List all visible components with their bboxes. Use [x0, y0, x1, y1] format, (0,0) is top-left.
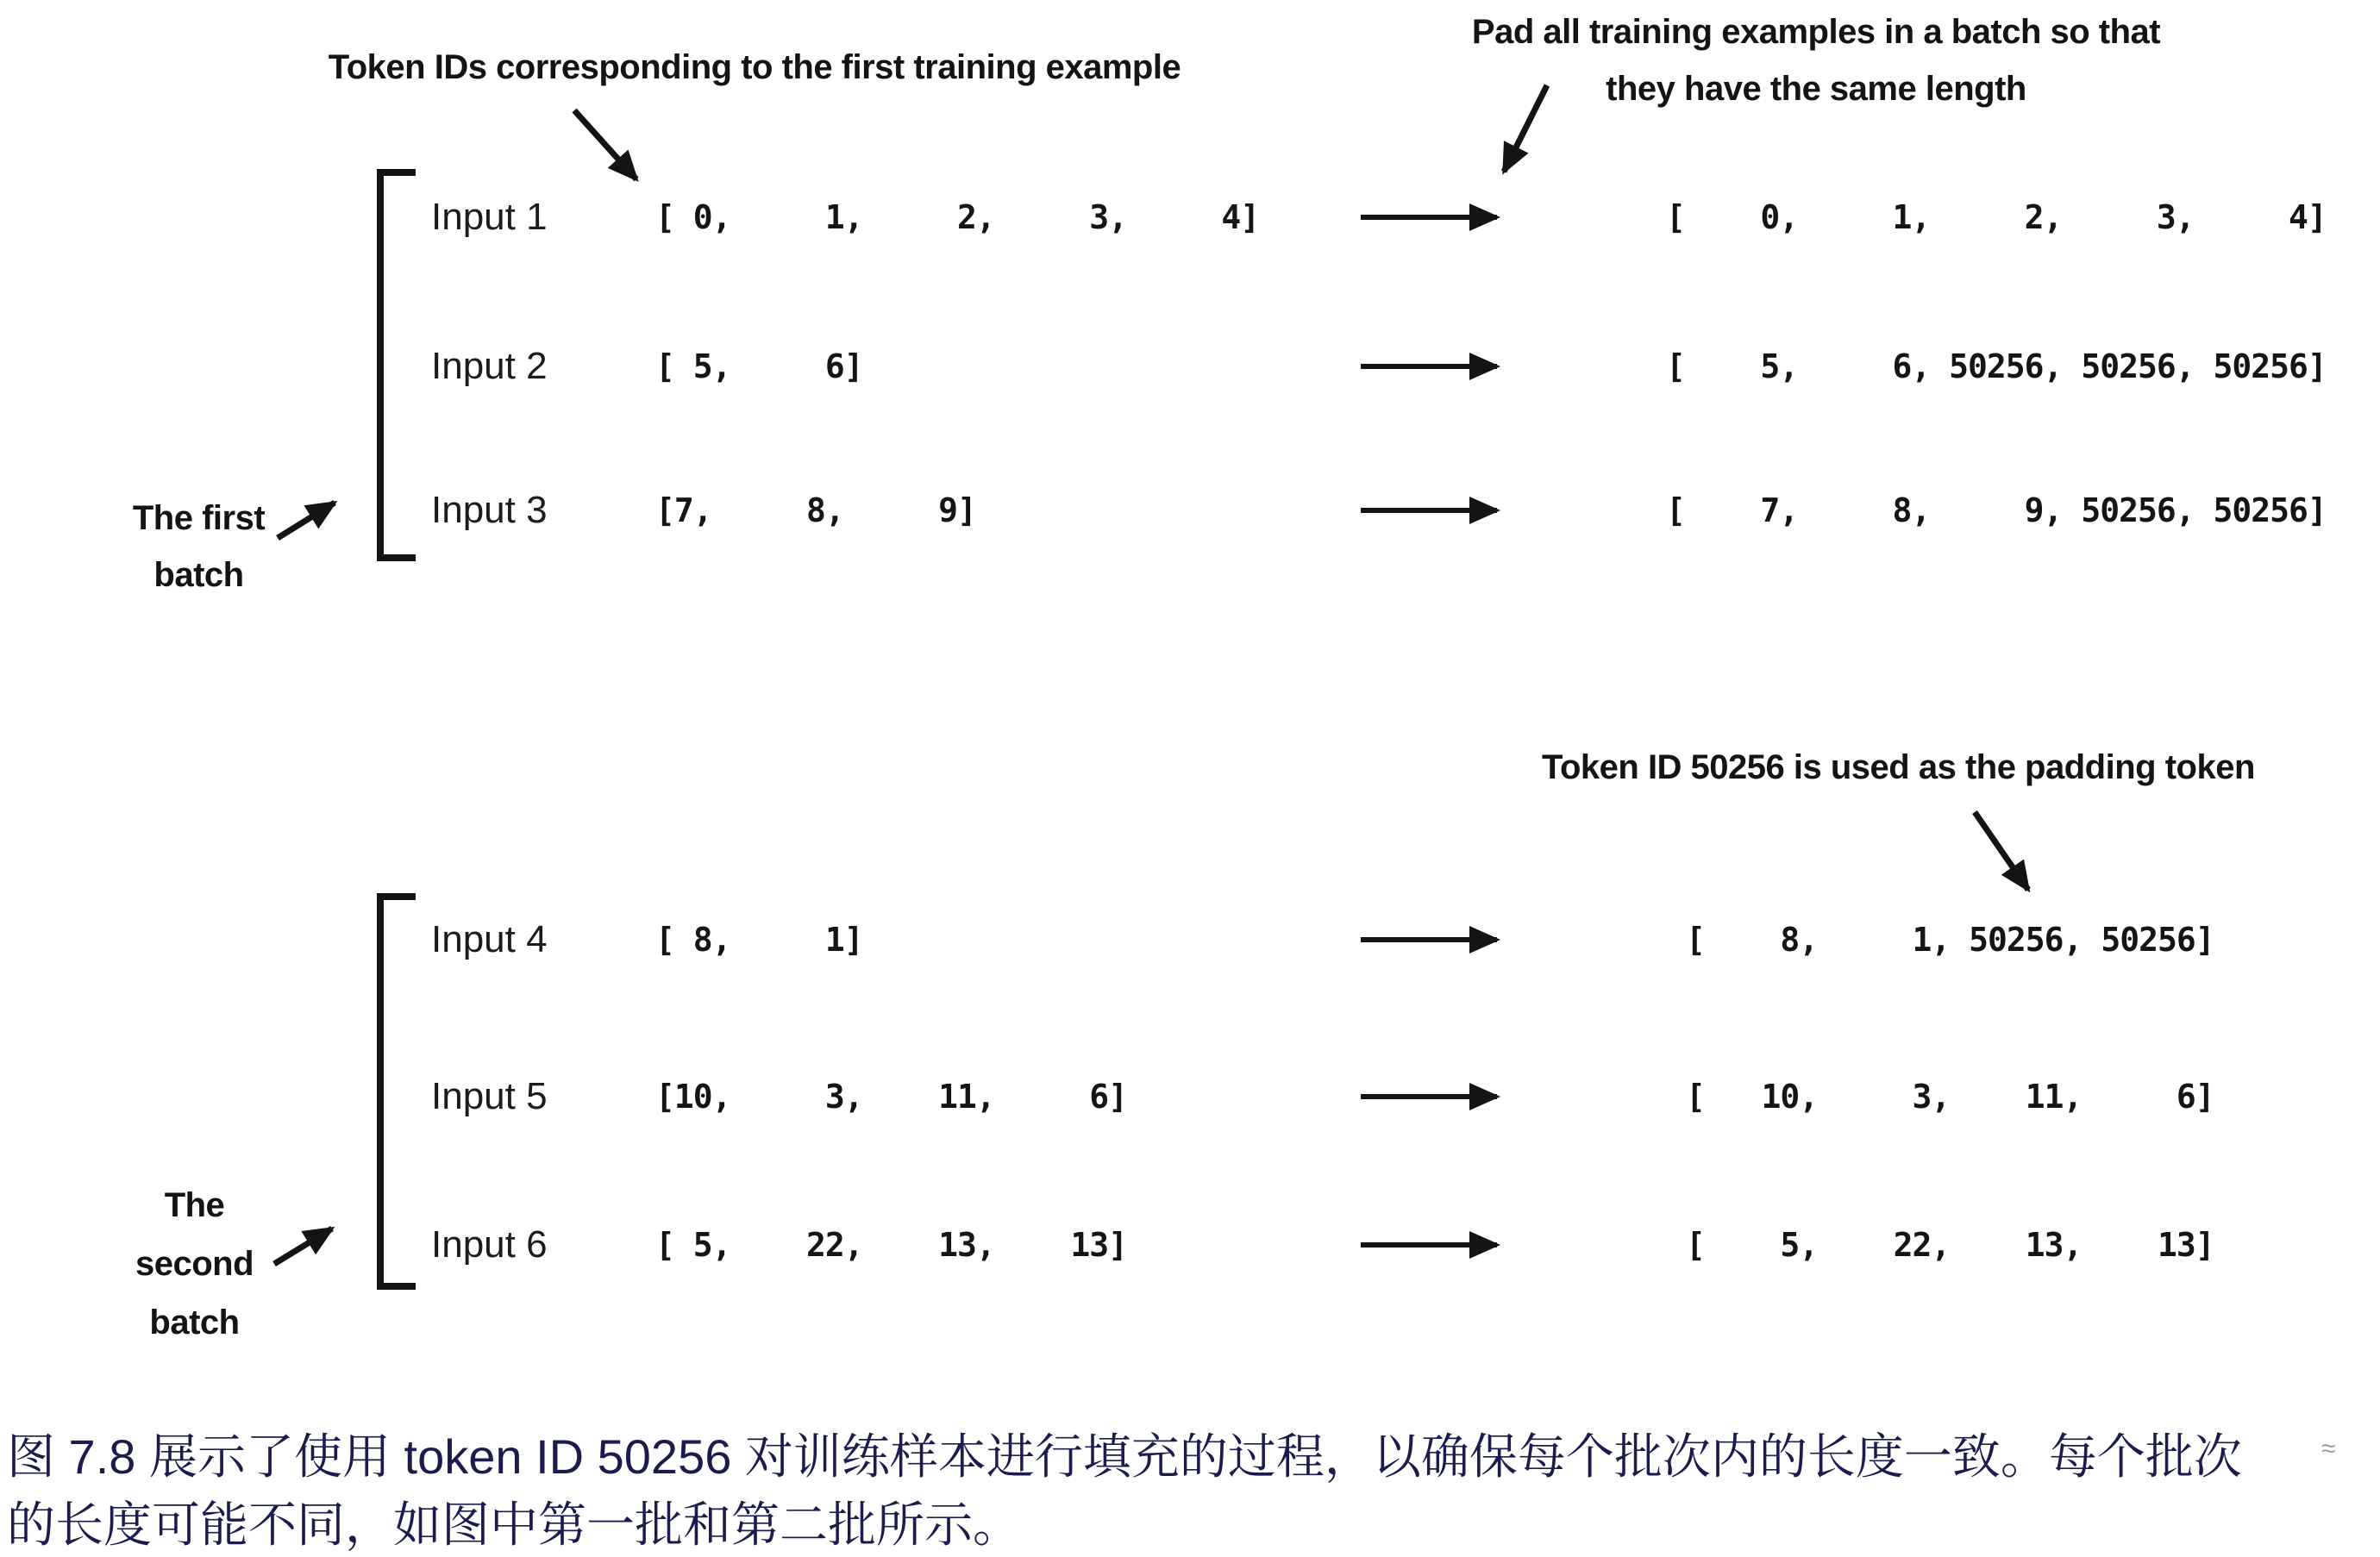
batch2-bracket-tick-top	[377, 893, 416, 900]
input6-token-ids: [ 5, 22, 13, 13]	[655, 1226, 1127, 1264]
annotation-padding-token-text: Token ID 50256 is used as the padding token	[1542, 748, 2255, 786]
batch1-bracket-tick-top	[377, 169, 416, 176]
input6-padded-token-ids: [ 5, 22, 13, 13]	[1686, 1226, 2214, 1264]
caption-line1: 图 7.8 展示了使用 token ID 50256 对训练样本进行填充的过程，以确保每个批次内的长度一致。每个批次	[7, 1429, 2242, 1484]
batch2-bracket-tick-bottom	[377, 1283, 416, 1290]
input3-token-ids: [7, 8, 9]	[655, 491, 976, 529]
annotation-padding-token	[1542, 745, 2255, 790]
caption-trailing-mark: ≈	[2321, 1435, 2336, 1463]
batch2-label	[85, 1176, 304, 1352]
annotation-first-example	[323, 45, 1186, 90]
batch2-bracket-line	[377, 893, 384, 1290]
batch2-label-line1: The	[164, 1186, 225, 1224]
batch1-label-line2: batch	[153, 556, 244, 594]
row-label-input5: Input 5	[431, 1075, 548, 1117]
input3-padded-token-ids: [ 7, 8, 9, 50256, 50256]	[1666, 491, 2327, 529]
batch2-label-line3: batch	[149, 1304, 240, 1341]
annotation-pad-batch	[1466, 3, 2166, 117]
batch1-bracket-line	[377, 169, 384, 561]
row-label-input3: Input 3	[431, 489, 548, 531]
input1-padded-token-ids: [ 0, 1, 2, 3, 4]	[1666, 198, 2327, 236]
input2-padded-token-ids: [ 5, 6, 50256, 50256, 50256]	[1666, 347, 2327, 385]
input2-token-ids: [ 5, 6]	[655, 347, 863, 385]
row-label-input4: Input 4	[431, 918, 548, 960]
input5-padded-token-ids: [ 10, 3, 11, 6]	[1686, 1078, 2214, 1116]
arrow-annotation-first-example	[574, 110, 636, 179]
row-label-input2: Input 2	[431, 345, 548, 387]
batch1-label-line1: The first	[132, 499, 266, 537]
arrow-annotation-padding-token	[1975, 812, 2028, 890]
caption-line2: 的长度可能不同，如图中第一批和第二批所示。	[7, 1498, 1021, 1552]
row-label-input1: Input 1	[431, 196, 548, 238]
input5-token-ids: [10, 3, 11, 6]	[655, 1078, 1127, 1116]
batch1-bracket-tick-bottom	[377, 554, 416, 561]
annotation-pad-line1: Pad all training examples in a batch so that	[1471, 13, 2161, 51]
input4-token-ids: [ 8, 1]	[655, 921, 863, 959]
batch1-label	[89, 490, 309, 603]
figure-caption	[7, 1423, 2377, 1557]
row-label-input6: Input 6	[431, 1223, 548, 1266]
annotation-first-example-text: Token IDs corresponding to the first training example	[328, 48, 1181, 86]
input1-token-ids: [ 0, 1, 2, 3, 4]	[655, 198, 1260, 236]
batch2-label-line2: second	[135, 1245, 254, 1283]
input4-padded-token-ids: [ 8, 1, 50256, 50256]	[1686, 921, 2214, 959]
batch1-bracket	[377, 169, 416, 561]
annotation-pad-line2: they have the same length	[1606, 70, 2026, 108]
batch2-bracket	[377, 893, 416, 1290]
